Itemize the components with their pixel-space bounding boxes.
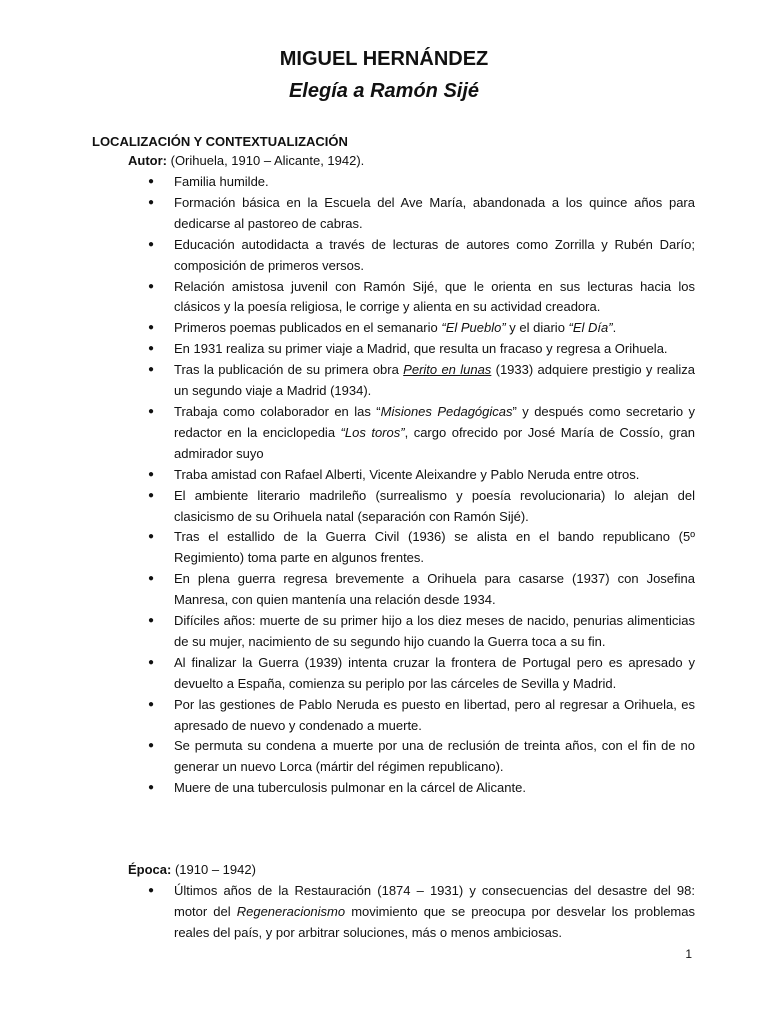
- document-subtitle: Elegía a Ramón Sijé: [288, 80, 480, 102]
- newspaper-title: “El Día”: [568, 320, 613, 336]
- bullet-icon: ●: [148, 489, 155, 501]
- list-item: ● Se permuta su condena a muerte por una de reclusión de treinta años, con el fin de no generar un nuevo Lorca (mártir del régimen republicano).: [148, 738, 695, 775]
- document-title: MIGUEL HERNÁNDEZ: [279, 48, 489, 70]
- author-line: [128, 152, 364, 170]
- bullet-icon: ●: [148, 280, 155, 292]
- bullet-icon: ●: [148, 405, 155, 417]
- epoch-line: [128, 861, 256, 879]
- program-title: Misiones Pedagógicas: [380, 403, 513, 419]
- book-title: Perito en lunas: [403, 362, 492, 378]
- list-item: ● Trabaja como colaborador en las “Misiones Pedagógicas” y después como secretario y redactor en la enciclopedia “Los toros”, cargo ofrecido por José María de Cossío, gran admirador suyo: [148, 403, 696, 461]
- list-item: ● Primeros poemas publicados en el semanario “El Pueblo” y el diario “El Día”.: [148, 318, 695, 339]
- author-bullet-list: [148, 172, 695, 799]
- list-item: ● Educación autodidacta a través de lecturas de autores como Zorrilla y Rubén Darío; composición de primeros versos.: [148, 236, 695, 273]
- list-item: ● Traba amistad con Rafael Alberti, Vicente Aleixandre y Pablo Neruda entre otros.: [148, 465, 695, 486]
- list-item: ● Relación amistosa juvenil con Ramón Sijé, que le orienta en sus lecturas hacia los clásicos y la poesía religiosa, le corrige y alienta en su actividad creadora.: [148, 278, 695, 315]
- author-value: (Orihuela, 1910 – Alicante, 1942).: [167, 153, 365, 168]
- encyclopedia-title: “Los toros”: [340, 424, 405, 440]
- epoch-value: (1910 – 1942): [171, 862, 256, 877]
- list-item: ● Tras la publicación de su primera obra Perito en lunas (1933) adquiere prestigio y realiza un segundo viaje a Madrid (1934).: [148, 362, 695, 399]
- bullet-icon: ●: [148, 176, 155, 187]
- bullet-icon: ●: [148, 468, 155, 480]
- bullet-icon: ●: [148, 322, 155, 334]
- author-label: Autor:: [128, 153, 167, 168]
- bullet-icon: ●: [148, 573, 155, 585]
- newspaper-title: “El Pueblo”: [441, 320, 506, 336]
- bullet-icon: ●: [148, 782, 155, 794]
- bullet-icon: ●: [148, 885, 155, 896]
- epoch-bullet-list: [148, 881, 695, 944]
- bullet-icon: ●: [148, 531, 155, 543]
- section-heading: LOCALIZACIÓN Y CONTEXTUALIZACIÓN: [92, 134, 348, 149]
- movement-name: Regeneracionismo: [236, 903, 346, 919]
- list-item: ● Muere de una tuberculosis pulmonar en la cárcel de Alicante.: [148, 778, 695, 799]
- list-item: ● El ambiente literario madrileño (surrealismo y poesía revolucionaria) lo alejan del clasicismo de su Orihuela natal (separación con Ramón Sijé).: [148, 487, 695, 524]
- list-item: ● Familia humilde.: [148, 172, 695, 193]
- list-item: ● Formación básica en la Escuela del Ave María, abandonada a los quince años para dedicarse al pastoreo de cabras.: [148, 194, 695, 231]
- bullet-icon: ●: [148, 698, 155, 710]
- list-item: ● Tras el estallido de la Guerra Civil (1936) se alista en el bando republicano (5º Regimiento) toma parte en algunos frentes.: [148, 529, 695, 566]
- bullet-icon: ●: [148, 656, 155, 668]
- bullet-icon: ●: [148, 364, 155, 376]
- bullet-icon: ●: [148, 196, 155, 208]
- list-item: ● Últimos años de la Restauración (1874 – 1931) y consecuencias del desastre del 98: motor del Regeneracionismo movimiento que se preocupa por desvelar los problemas reales del país, y por arbitrar soluciones, más o menos ambiciosas.: [148, 883, 695, 940]
- list-item: ● Al finalizar la Guerra (1939) intenta cruzar la frontera de Portugal pero es apresado y devuelto a España, comienza su periplo por las cárceles de Sevilla y Madrid.: [148, 654, 695, 691]
- bullet-icon: ●: [148, 740, 155, 752]
- bullet-icon: ●: [148, 343, 155, 355]
- epoch-label: Época:: [128, 862, 172, 877]
- list-item: ● Difíciles años: muerte de su primer hijo a los diez meses de nacido, penurias alimenticias de su mujer, nacimiento de su segundo hijo cuando la Guerra toca a su fin.: [148, 613, 695, 649]
- list-item: ● En 1931 realiza su primer viaje a Madrid, que resulta un fracaso y regresa a Orihuela.: [148, 339, 695, 360]
- list-item: ● En plena guerra regresa brevemente a Orihuela para casarse (1937) con Josefina Manresa, con quien mantenía una relación desde 1934.: [148, 571, 695, 608]
- page-number: 1: [685, 947, 692, 961]
- list-item: ● Por las gestiones de Pablo Neruda es puesto en libertad, pero al regresar a Orihuela, es apresado de nuevo y condenado a muerte.: [148, 696, 695, 733]
- bullet-icon: ●: [148, 238, 155, 250]
- bullet-icon: ●: [148, 615, 155, 627]
